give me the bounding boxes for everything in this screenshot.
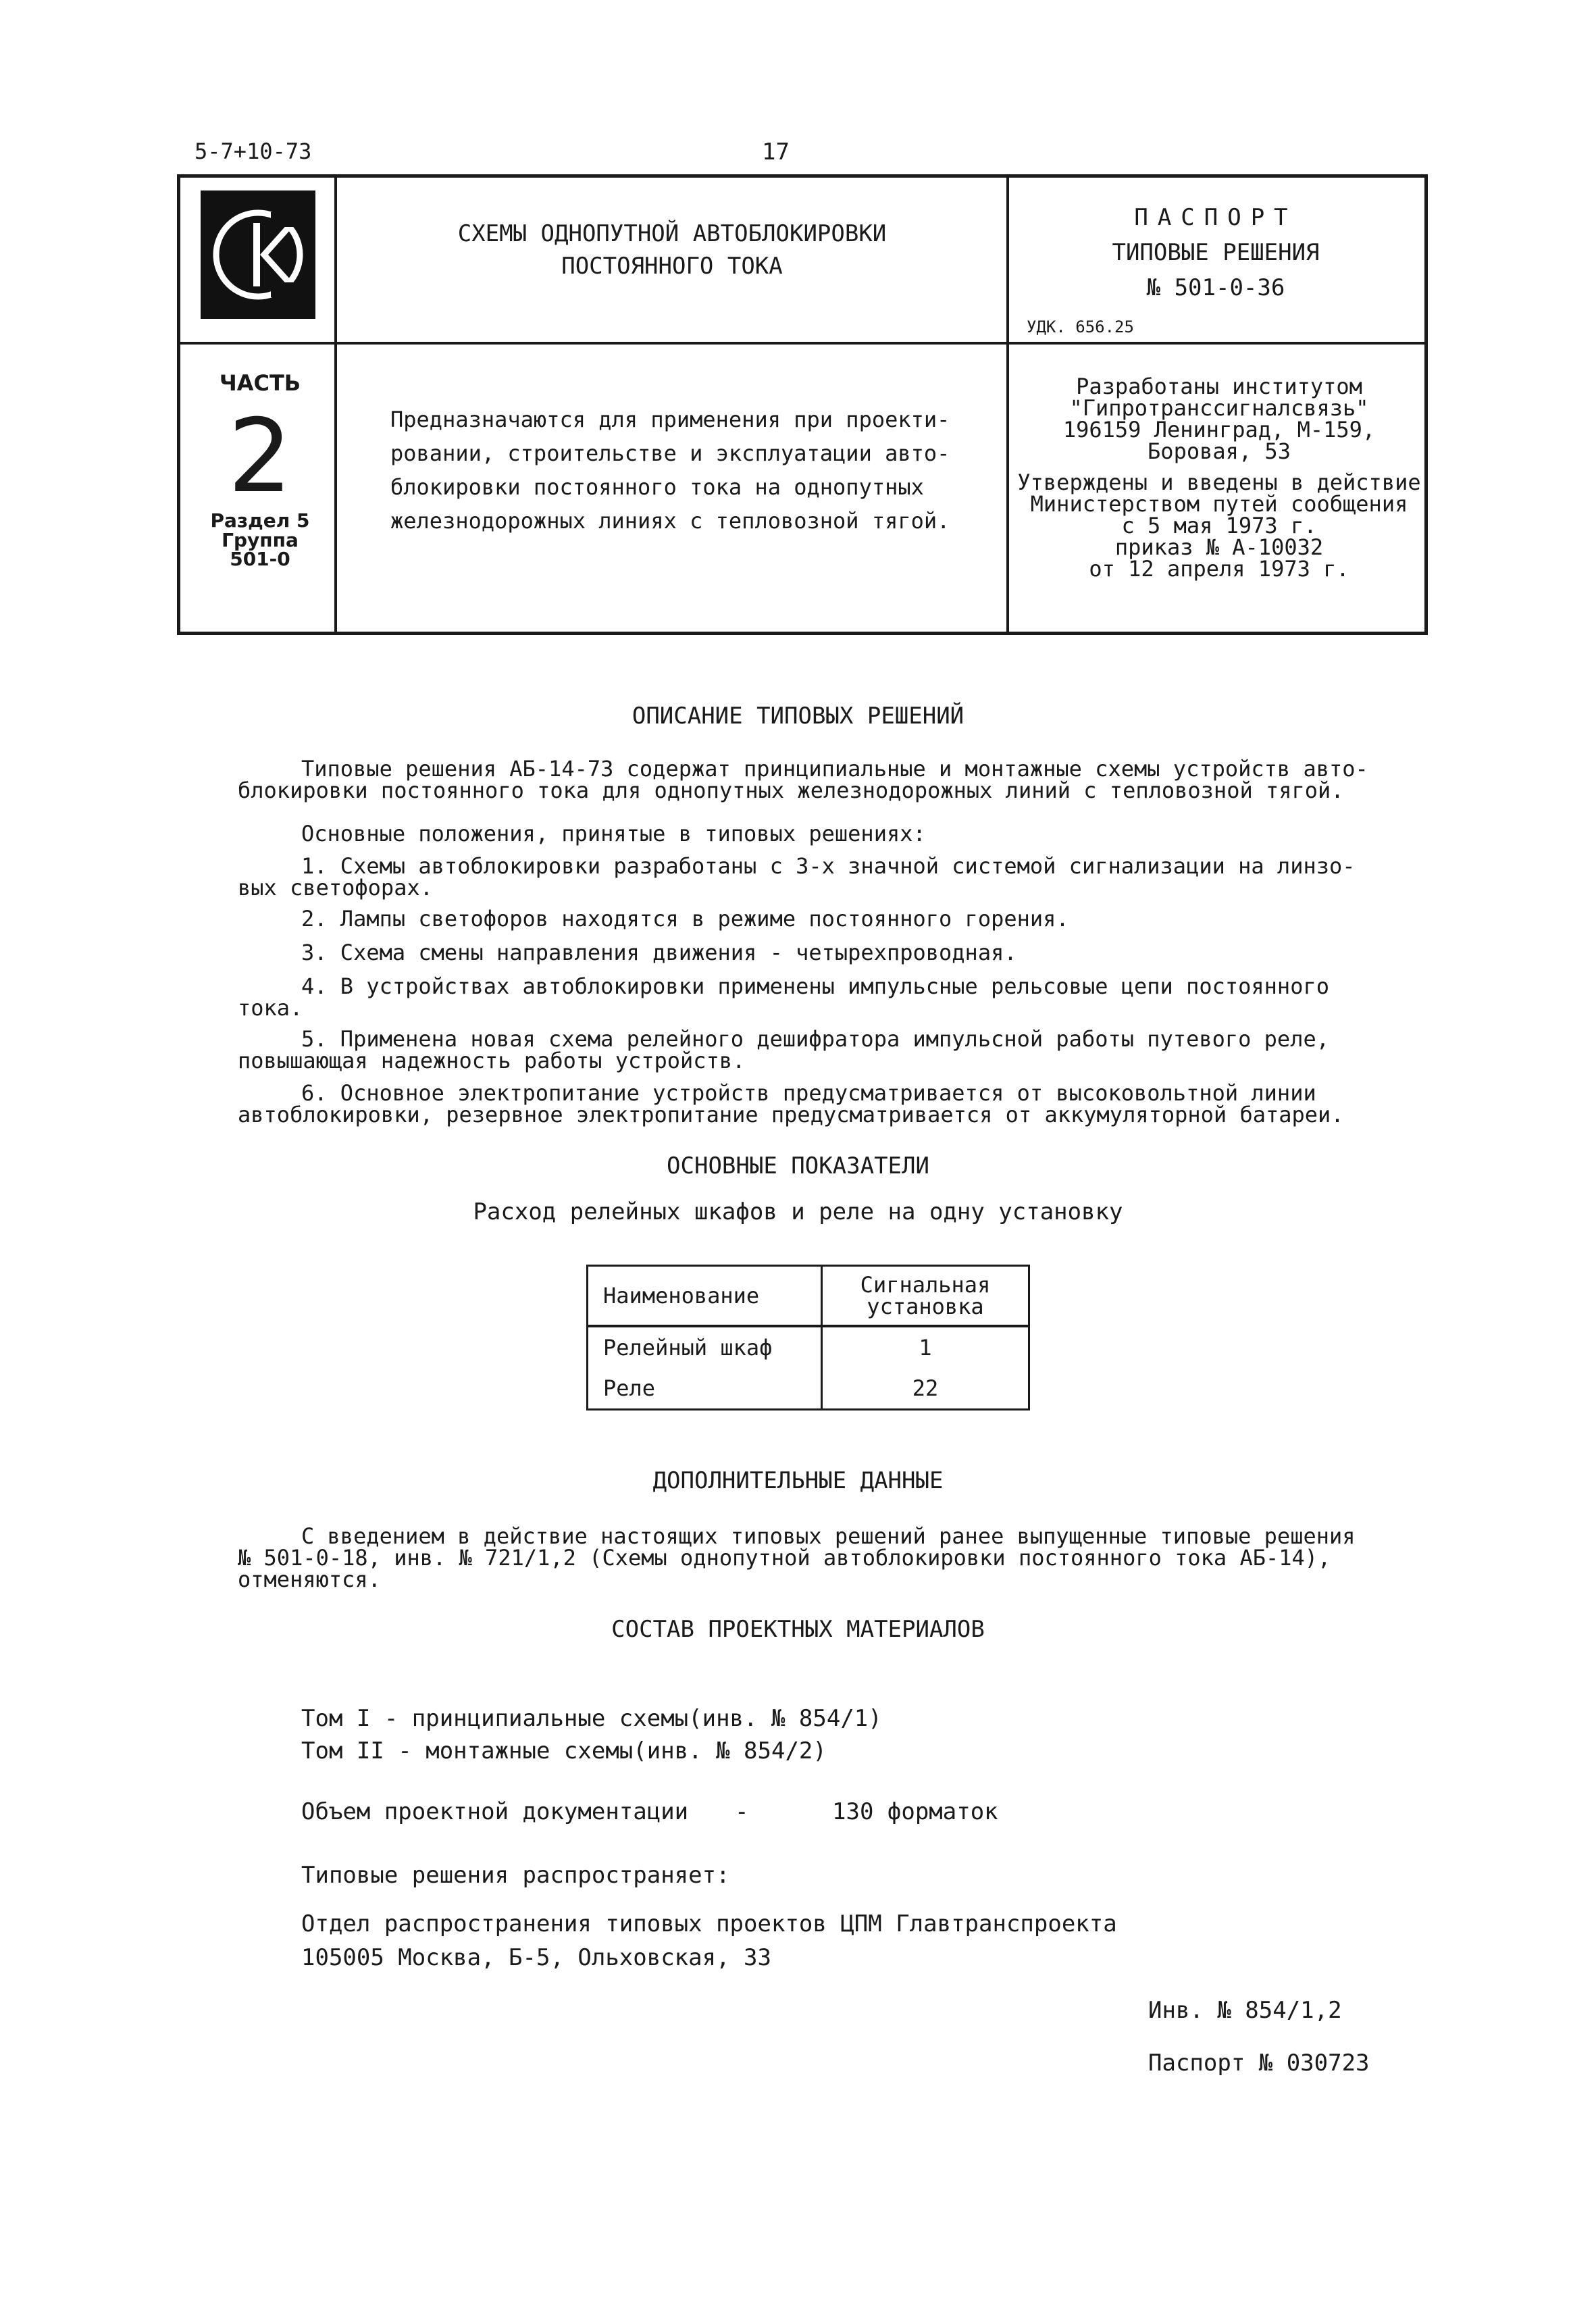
purpose-text [390,403,985,538]
page-number: 17 [762,138,790,166]
passport-label: ПАСПОРТ [1134,204,1297,231]
table-header-signal [822,1266,1029,1327]
purpose-line: Предназначаются для применения при проекти- [390,407,950,432]
provision-item-2 [238,908,1386,930]
table-row [588,1326,1029,1368]
volume-dash: - [735,1798,749,1825]
part-number: 2 [228,398,292,515]
group-label: Группа [222,529,299,551]
provision-first-line: 2. Лампы светофоров находятся в режиме постоянного горения. [301,906,1069,932]
provision-first-line: 1. Схемы автоблокировки разработаны с 3-х значной системой сигнализации на линзо- [301,853,1356,879]
purpose-line: железнодорожных линиях с тепловозной тягой. [390,508,950,534]
inventory-number: Инв. № 854/1,2 [1148,1997,1342,2024]
provisions-lead [238,823,1386,844]
additional-text [238,1525,1386,1590]
provision-continuation: автоблокировки, резервное электропитание предусматривается от аккумуляторной батареи. [238,1102,1344,1127]
section-label: Раздел 5 [210,509,310,532]
developer-line: Боровая, 53 [1148,438,1291,464]
title-line: СХЕМЫ ОДНОПУТНОЙ АВТОБЛОКИРОВКИ [457,220,887,247]
provision-first-line: 6. Основное электропитание устройств предусматривается от высоковольтной линии [301,1080,1316,1106]
approval-line: от 12 апреля 1973 г. [1089,556,1349,582]
table-header-name: Наименование [588,1266,822,1327]
description-heading: ОПИСАНИЕ ТИПОВЫХ РЕШЕНИЙ [632,703,964,730]
table-cell-value: 1 [822,1326,1029,1368]
additional-line: № 501-0-18, инв. № 721/1,2 (Схемы однопутной автоблокировки постоянного тока АБ-14), [238,1545,1331,1571]
intro-line: блокировки постоянного тока для однопутных железнодорожных линий с тепловозной тягой. [238,778,1344,803]
additional-line: отменяются. [238,1567,381,1592]
title-line: ПОСТОЯННОГО ТОКА [561,253,783,280]
passport-number-footer: Паспорт № 030723 [1148,2050,1370,2077]
frame-divider-horizontal [178,342,1426,345]
part-block [186,370,334,569]
provision-first-line: 3. Схема смены направления движения - четырехпроводная. [301,940,1017,965]
volume-2: Том II - монтажные схемы(инв. № 854/2) [301,1737,827,1764]
additional-heading: ДОПОЛНИТЕЛЬНЫЕ ДАННЫЕ [652,1467,944,1494]
provision-continuation: вых светофорах. [238,875,433,900]
developer-approval-block [1013,376,1425,580]
frame-divider-right [1006,176,1009,634]
approval-line: Утверждены и введены в действие [1017,469,1421,495]
developer-line: Разработаны институтом [1076,374,1362,399]
table-header-signal-line: установка [867,1294,984,1319]
volume-label: Объем проектной документации [301,1798,689,1825]
volume-value: 130 форматок [832,1798,998,1825]
sk-logo [201,190,315,319]
document-code: 5-7+10-73 [195,138,312,164]
provision-item-1 [238,855,1386,898]
document-title [341,218,1003,282]
table-cell-name: Релейный шкаф [588,1326,822,1368]
indicators-subheading: Расход релейных шкафов и реле на одну установку [473,1198,1123,1225]
volume-1: Том I - принципиальные схемы(инв. № 854/1) [301,1705,882,1732]
purpose-line: блокировки постоянного тока на однопутных [390,474,924,500]
approval-line: Министерством путей сообщения [1030,491,1408,517]
provision-first-line: 4. В устройствах автоблокировки применены импульсные рельсовые цепи постоянного [301,973,1329,999]
distributor-address: 105005 Москва, Б-5, Ольховская, 33 [301,1944,771,1971]
distributor-line: Отдел распространения типовых проектов ЦПМ Главтранспроекта [301,1910,1117,1937]
provision-item-5 [238,1028,1386,1071]
passport-number: № 501-0-36 [1146,274,1285,301]
developer-line: "Гипротранссигналсвязь" [1069,395,1369,421]
materials-heading: СОСТАВ ПРОЕКТНЫХ МАТЕРИАЛОВ [611,1616,985,1643]
table-header-row [588,1266,1029,1327]
passport-block [1013,200,1418,305]
table-header-signal-line: Сигнальная [860,1272,991,1298]
part-label: ЧАСТЬ [219,370,301,396]
sk-logo-icon [201,190,315,319]
resource-table [586,1265,1030,1410]
additional-line: С введением в действие настоящих типовых решений ранее выпущенные типовые решения [301,1523,1356,1549]
provision-first-line: 5. Применена новая схема релейного дешифратора импульсной работы путевого реле, [301,1026,1329,1052]
frame-divider-left [334,176,337,634]
provision-continuation: повышающая надежность работы устройств. [238,1048,746,1073]
provision-item-6 [238,1082,1386,1125]
developer-line: 196159 Ленинград, М-159, [1062,417,1376,442]
provisions-lead-text: Основные положения, принятые в типовых решениях: [301,821,926,846]
intro-line: Типовые решения АБ-14-73 содержат принципиальные и монтажные схемы устройств авто- [301,756,1368,782]
table-row [588,1368,1029,1410]
provision-continuation: тока. [238,995,303,1021]
approval-line: приказ № А-10032 [1114,534,1324,560]
approval-line: с 5 мая 1973 г. [1121,513,1317,538]
udk-code: УДК. 656.25 [1027,317,1134,336]
purpose-line: ровании, строительстве и эксплуатации авто- [390,440,950,466]
passport-subtitle: ТИПОВЫЕ РЕШЕНИЯ [1112,239,1320,266]
provision-item-4 [238,975,1386,1019]
provision-item-3 [238,942,1386,963]
table-cell-value: 22 [822,1368,1029,1410]
distributor-label: Типовые решения распространяет: [301,1862,730,1889]
group-code: 501-0 [230,548,290,570]
table-cell-name: Реле [588,1368,822,1410]
indicators-heading: ОСНОВНЫЕ ПОКАЗАТЕЛИ [667,1152,929,1179]
description-intro [238,758,1386,801]
